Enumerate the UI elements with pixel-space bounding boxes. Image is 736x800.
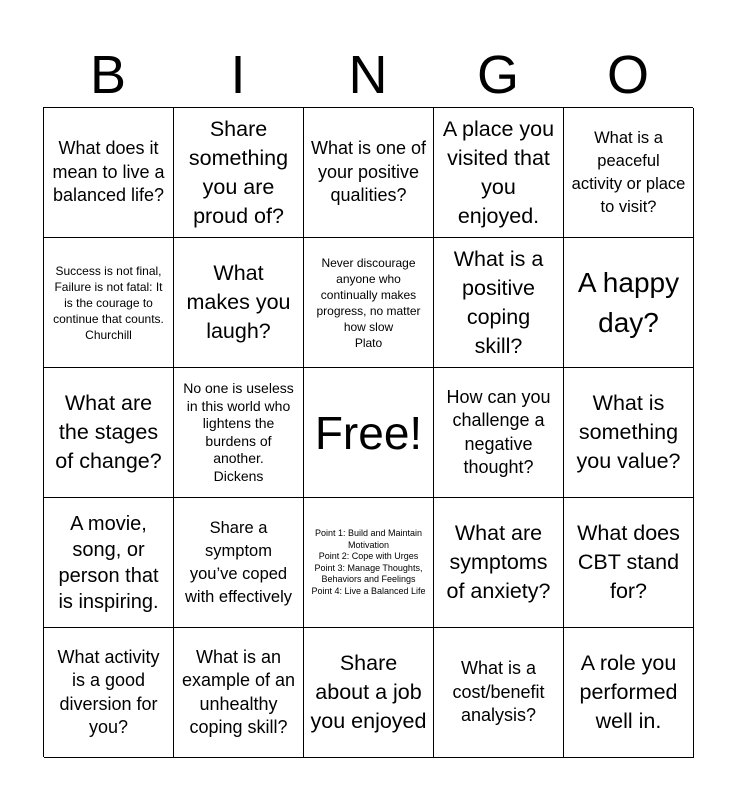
cell-text: What makes you laugh? [186,261,291,343]
bingo-cell[interactable] [304,498,434,628]
cell-text: Never discourage anyone who continually makes progress, no matter how slow Plato [316,255,421,350]
bingo-cell[interactable] [564,368,694,498]
cell-text: Share about a job you enjoyed [310,651,427,733]
header-letter-b: B [89,45,127,105]
bingo-board [43,107,693,757]
cell-text: Share a symptom you’ve coped with effectively [185,518,292,606]
cell-text: No one is useless in this world who lightens the burdens of another. Dickens [183,380,294,484]
cell-text: What is one of your positive qualities? [310,138,427,206]
cell-text: Point 1: Build and Maintain Motivation Point 2: Cope with Urges Point 3: Manage Thoughts, Behaviors and Feelings Point 4: Live a Balanced Life [311,528,426,596]
bingo-cell[interactable] [44,238,174,368]
bingo-cell[interactable] [174,238,304,368]
cell-text: What is an example of an unhealthy coping skill? [181,646,296,737]
cell-text: A happy day? [577,266,680,338]
header-letter-o: O [606,45,649,105]
cell-text: Share something you are proud of? [188,116,289,228]
cell-text: What is a cost/benefit analysis? [452,658,545,726]
cell-text: What activity is a good diversion for you? [57,646,160,737]
bingo-cell[interactable] [434,108,564,238]
bingo-cell[interactable] [434,498,564,628]
free-space-label: Free! [314,406,423,459]
bingo-cell[interactable] [304,628,434,758]
cell-text: What is a positive coping skill? [453,246,544,358]
cell-text: What are symptoms of anxiety? [446,521,551,603]
bingo-cell[interactable] [564,108,694,238]
header-letter-i: I [230,45,246,105]
cell-text: What is a peaceful activity or place to visit? [571,128,686,216]
cell-text: What is something you value? [576,391,681,473]
bingo-cell[interactable] [434,238,564,368]
cell-text: What are the stages of change? [55,391,162,473]
bingo-cell[interactable] [174,108,304,238]
free-space[interactable] [304,368,434,498]
bingo-cell[interactable] [304,238,434,368]
bingo-cell[interactable] [434,628,564,758]
cell-text: How can you challenge a negative thought? [446,386,551,477]
bingo-cell[interactable] [304,108,434,238]
cell-text: Success is not final, Failure is not fatal: It is the courage to continue that counts. Churchill [53,263,164,342]
bingo-cell[interactable] [44,108,174,238]
bingo-header [43,44,693,106]
bingo-cell[interactable] [44,628,174,758]
cell-text: A role you performed well in. [579,651,678,733]
cell-text: What does CBT stand for? [577,521,680,603]
bingo-cell[interactable] [174,368,304,498]
bingo-cell[interactable] [44,498,174,628]
bingo-cell[interactable] [44,368,174,498]
bingo-cell[interactable] [564,238,694,368]
bingo-cell[interactable] [174,498,304,628]
cell-text: A place you visited that you enjoyed. [442,116,555,228]
bingo-cell[interactable] [174,628,304,758]
bingo-cell[interactable] [564,628,694,758]
cell-text: What does it mean to live a balanced life? [52,138,165,206]
header-letter-n: N [348,45,388,105]
cell-text: A movie, song, or person that is inspiring. [58,512,159,613]
header-letter-g: G [476,45,519,105]
bingo-cell[interactable] [434,368,564,498]
bingo-cell[interactable] [564,498,694,628]
